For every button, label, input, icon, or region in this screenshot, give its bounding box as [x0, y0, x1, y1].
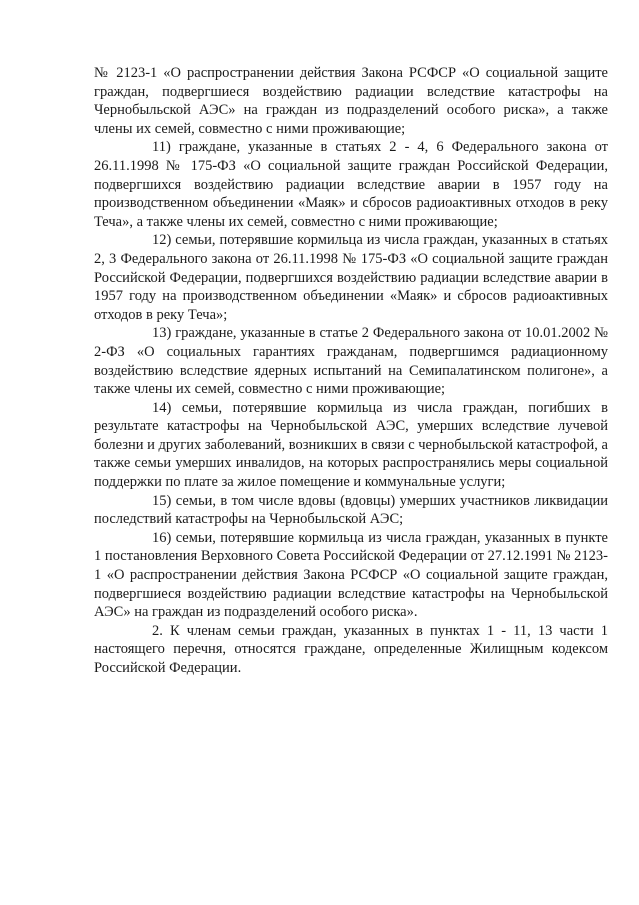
- paragraph-item-12: 12) семьи, потерявшие кормильца из числа граждан, указанных в статьях 2, 3 Федерального закона от 26.11.1998 № 175-ФЗ «О социальной защите граждан Российской Федерации, подвергшихся воздействию радиации вследствие аварии в 1957 году на производственном объединении «Маяк» и сбросов радиоактивных отходов в реку Теча»;: [94, 232, 608, 323]
- paragraph-item-15: 15) семьи, в том числе вдовы (вдовцы) умерших участников ликвидации последствий катастрофы на Чернобыльской АЭС;: [94, 492, 608, 528]
- paragraph-item-14: 14) семьи, потерявшие кормильца из числа граждан, погибших в результате катастрофы на Чернобыльской АЭС, умерших вследствие лучевой болезни и других заболеваний, возникших в связи с чернобыльской катастрофой, а также семьи умерших инвалидов, на которых распространялись меры социальной поддержки по плате за жилое помещение и коммунальные услуги;: [94, 399, 608, 491]
- paragraph-item-13: 13) граждане, указанные в статье 2 Федерального закона от 10.01.2002 № 2-ФЗ «О социальных гарантиях гражданам, подвергшимся радиационному воздействию вследствие ядерных испытаний на Семипалатинском полигоне», а также члены их семей, совместно с ними проживающие;: [94, 325, 608, 398]
- paragraph-section-2: 2. К членам семьи граждан, указанных в пунктах 1 - 11, 13 части 1 настоящего перечня, относятся граждане, определенные Жилищным кодексом Российской Федерации.: [94, 622, 608, 676]
- paragraph-continuation: № 2123-1 «О распространении действия Закона РСФСР «О социальной защите граждан, подвергшиеся воздействию радиации вследствие катастрофы на Чернобыльской АЭС» на граждан из подразделений особого риска», а также члены их семей, совместно с ними проживающие;: [94, 65, 608, 137]
- document-body: [94, 64, 608, 678]
- paragraph-item-16: 16) семьи, потерявшие кормильца из числа граждан, указанных в пункте 1 постановления Верховного Совета Российской Федерации от 27.12.1991 № 2123-1 «О распространении действия Закона РСФСР «О социальной защите граждан, подвергшиеся воздействию радиации вследствие катастрофы на Чернобыльской АЭС» на граждан из подразделений особого риска».: [94, 529, 608, 621]
- paragraph-item-11: 11) граждане, указанные в статьях 2 - 4, 6 Федерального закона от 26.11.1998 № 175-ФЗ «О социальной защите граждан Российской Федерации, подвергшихся воздействию радиации вследствие аварии в 1957 году на производственном объединении «Маяк» и сбросов радиоактивных отходов в реку Теча», а также члены их семей, совместно с ними проживающие;: [94, 139, 608, 230]
